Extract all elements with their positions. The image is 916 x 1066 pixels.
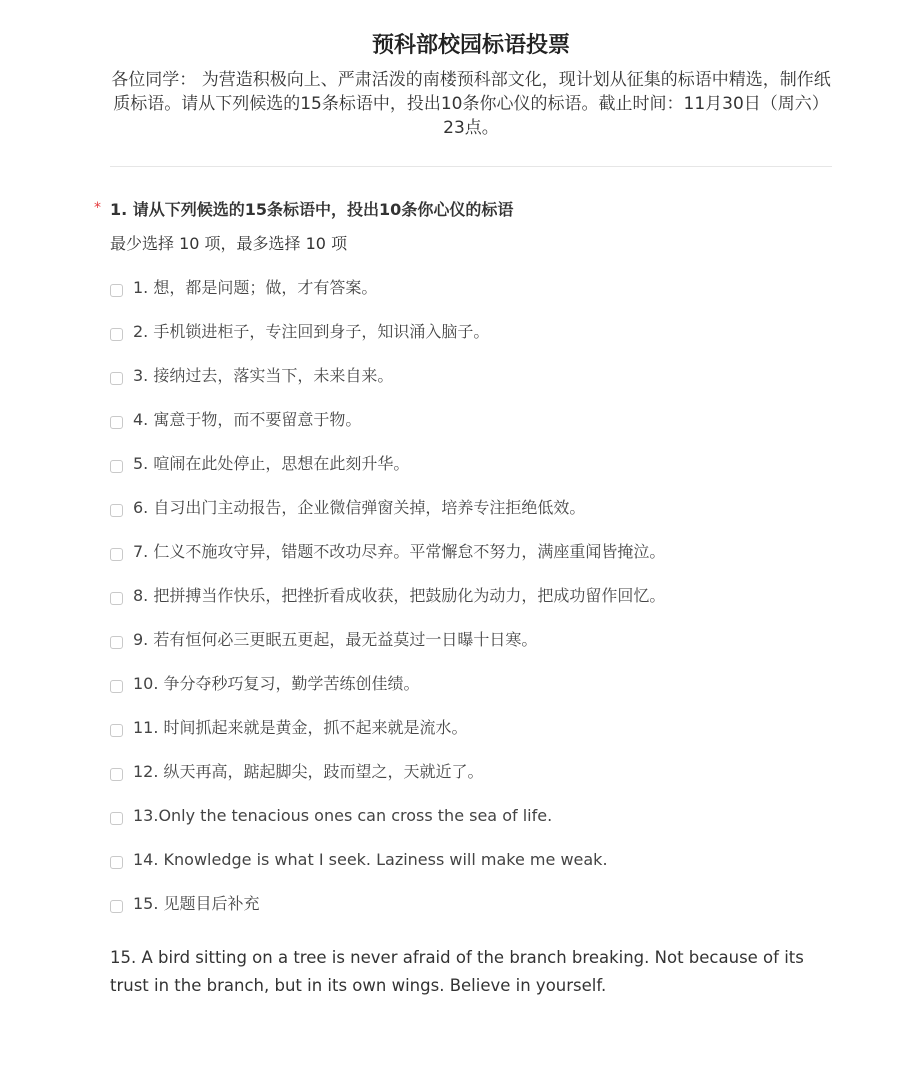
option-label: 15. 见题目后补充 — [133, 894, 260, 913]
checkbox-icon[interactable] — [110, 416, 123, 429]
checkbox-icon[interactable] — [110, 680, 123, 693]
option-label: 11. 时间抓起来就是黄金，抓不起来就是流水。 — [133, 718, 468, 737]
option-4[interactable] — [110, 398, 834, 442]
checkbox-icon[interactable] — [110, 636, 123, 649]
checkbox-icon[interactable] — [110, 284, 123, 297]
checkbox-icon[interactable] — [110, 328, 123, 341]
option-13[interactable] — [110, 794, 834, 838]
checkbox-icon[interactable] — [110, 724, 123, 737]
option-label: 10. 争分夺秒巧复习，勤学苦练创佳绩。 — [133, 674, 420, 693]
question-hint: 最少选择 10 项，最多选择 10 项 — [110, 234, 348, 253]
question-1 — [94, 196, 834, 1000]
checkbox-icon[interactable] — [110, 900, 123, 913]
checkbox-icon[interactable] — [110, 548, 123, 561]
checkbox-icon[interactable] — [110, 856, 123, 869]
supplementary-slogan-text: 15. A bird sitting on a tree is never afraid of the branch breaking. Not because of its trust in the branch, but in its own wings. Believe in yourself. — [110, 948, 804, 995]
option-label: 8. 把拼搏当作快乐，把挫折看成收获，把鼓励化为动力，把成功留作回忆。 — [133, 586, 666, 605]
option-3[interactable] — [110, 354, 834, 398]
header-divider — [110, 166, 832, 167]
option-label: 7. 仁义不施攻守异，错题不改功尽弃。平常懈怠不努力，满座重闻皆掩泣。 — [133, 542, 666, 561]
checkbox-icon[interactable] — [110, 504, 123, 517]
option-label: 2. 手机锁进柜子，专注回到身子，知识涌入脑子。 — [133, 322, 490, 341]
option-label: 9. 若有恒何必三更眠五更起，最无益莫过一日曝十日寒。 — [133, 630, 538, 649]
option-label: 5. 喧闹在此处停止，思想在此刻升华。 — [133, 454, 410, 473]
survey-header — [110, 30, 832, 140]
checkbox-icon[interactable] — [110, 768, 123, 781]
option-11[interactable] — [110, 706, 834, 750]
checkbox-icon[interactable] — [110, 812, 123, 825]
option-2[interactable] — [110, 310, 834, 354]
option-list — [110, 266, 834, 926]
option-label: 14. Knowledge is what I seek. Laziness will make me weak. — [133, 850, 608, 869]
option-label: 6. 自习出门主动报告，企业微信弹窗关掉，培养专注拒绝低效。 — [133, 498, 586, 517]
checkbox-icon[interactable] — [110, 592, 123, 605]
option-label: 13.Only the tenacious ones can cross the sea of life. — [133, 806, 553, 825]
option-label: 4. 寓意于物，而不要留意于物。 — [133, 410, 362, 429]
option-7[interactable] — [110, 530, 834, 574]
question-title-row — [94, 196, 834, 220]
option-5[interactable] — [110, 442, 834, 486]
option-14[interactable] — [110, 838, 834, 882]
option-label: 3. 接纳过去，落实当下，未来自来。 — [133, 366, 394, 385]
question-title: 1. 请从下列候选的15条标语中，投出10条你心仪的标语 — [110, 199, 514, 219]
checkbox-icon[interactable] — [110, 372, 123, 385]
option-10[interactable] — [110, 662, 834, 706]
option-12[interactable] — [110, 750, 834, 794]
survey-intro: 各位同学： 为营造积极向上、严肃活泼的南楼预科部文化，现计划从征集的标语中精选，制作纸质标语。请从下列候选的15条标语中，投出10条你心仪的标语。截止时间：11月30日（周六）23点。 — [111, 70, 831, 138]
option-1[interactable] — [110, 266, 834, 310]
option-9[interactable] — [110, 618, 834, 662]
option-label: 12. 纵天再高，踮起脚尖，跂而望之，天就近了。 — [133, 762, 484, 781]
required-star-icon: * — [94, 200, 101, 216]
option-6[interactable] — [110, 486, 834, 530]
checkbox-icon[interactable] — [110, 460, 123, 473]
option-label: 1. 想，都是问题；做，才有答案。 — [133, 278, 378, 297]
survey-title: 预科部校园标语投票 — [371, 33, 570, 58]
option-15[interactable] — [110, 882, 834, 926]
option-8[interactable] — [110, 574, 834, 618]
